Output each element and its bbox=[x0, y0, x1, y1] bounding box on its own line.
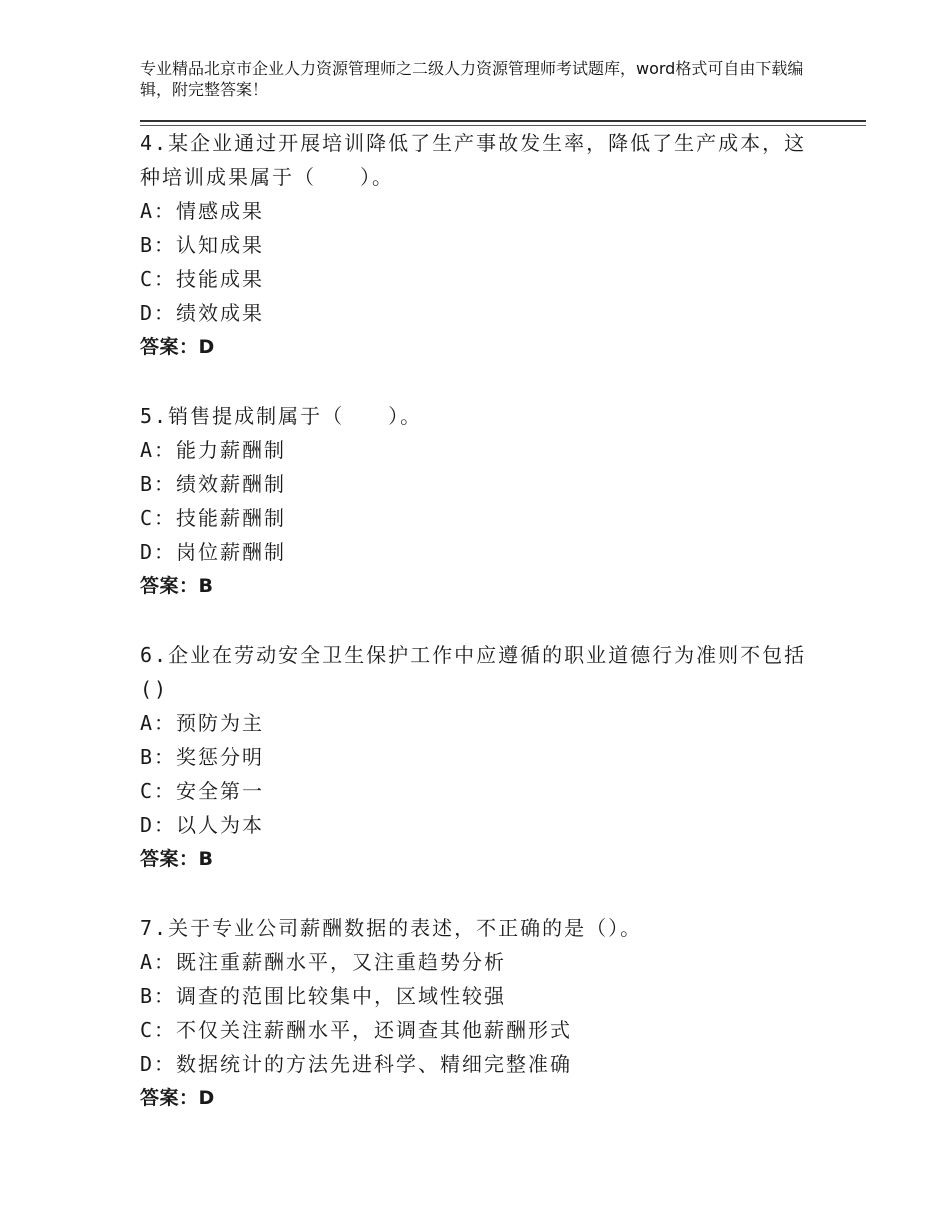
question-stem: 7.关于专业公司薪酬数据的表述，不正确的是（）。 bbox=[140, 916, 643, 940]
option-c: C：技能成果 bbox=[140, 267, 265, 291]
option-c: C：技能薪酬制 bbox=[140, 506, 287, 530]
answer-label: 答案：D bbox=[140, 336, 215, 358]
option-b: B：绩效薪酬制 bbox=[140, 472, 287, 496]
question-7 bbox=[140, 911, 820, 1115]
option-b: B：调查的范围比较集中，区域性较强 bbox=[140, 984, 507, 1008]
option-d: D：以人为本 bbox=[140, 813, 265, 837]
question-6 bbox=[140, 638, 820, 876]
answer-label: 答案：B bbox=[140, 575, 214, 597]
question-5 bbox=[140, 399, 820, 603]
question-stem: 4.某企业通过开展培训降低了生产事故发生率，降低了生产成本，这种培训成果属于（ ）。 bbox=[140, 131, 807, 189]
option-a: A：预防为主 bbox=[140, 711, 265, 735]
answer-label: 答案：D bbox=[140, 1087, 215, 1109]
option-d: D：岗位薪酬制 bbox=[140, 540, 287, 564]
header-divider-thick bbox=[140, 120, 866, 122]
answer-label: 答案：B bbox=[140, 848, 214, 870]
option-d: D：数据统计的方法先进科学、精细完整准确 bbox=[140, 1052, 573, 1076]
option-c: C：不仅关注薪酬水平，还调查其他薪酬形式 bbox=[140, 1018, 573, 1042]
option-a: A：情感成果 bbox=[140, 199, 265, 223]
option-d: D：绩效成果 bbox=[140, 301, 265, 325]
option-b: B：奖惩分明 bbox=[140, 745, 265, 769]
option-b: B：认知成果 bbox=[140, 233, 265, 257]
option-a: A：既注重薪酬水平，又注重趋势分析 bbox=[140, 950, 507, 974]
question-stem: 6.企业在劳动安全卫生保护工作中应遵循的职业道德行为准则不包括() bbox=[140, 643, 807, 701]
document-header: 专业精品北京市企业人力资源管理师之二级人力资源管理师考试题库，word格式可自由下载编辑，附完整答案！ bbox=[140, 59, 804, 99]
question-stem: 5.销售提成制属于（ ）。 bbox=[140, 404, 423, 428]
option-c: C：安全第一 bbox=[140, 779, 265, 803]
option-a: A：能力薪酬制 bbox=[140, 438, 287, 462]
question-4 bbox=[140, 126, 820, 364]
